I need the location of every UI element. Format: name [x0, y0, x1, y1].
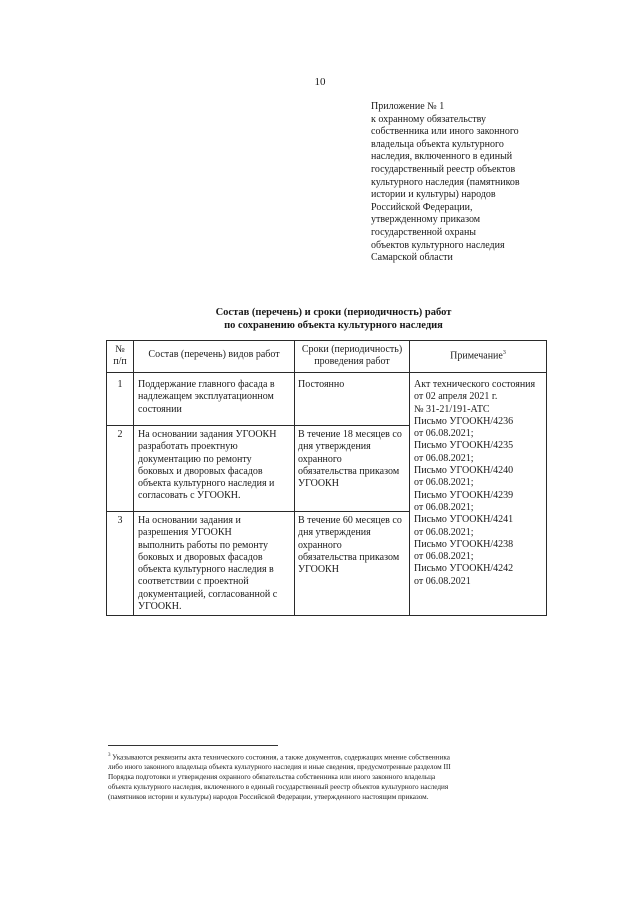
appendix-caption — [371, 101, 581, 265]
footnote-rule — [108, 745, 278, 746]
row-1-work: Поддержание главного фасада в надлежащем эксплуатационном состоянии — [138, 379, 275, 415]
appendix-line: объектов культурного наследия — [371, 239, 505, 251]
appendix-line: государственный реестр объектов — [371, 163, 516, 175]
header-work: Состав (перечень) видов работ — [148, 349, 280, 360]
appendix-line: культурного наследия (памятников — [371, 176, 520, 188]
row-divider — [107, 511, 409, 512]
document-title — [0, 306, 640, 332]
row-1-term: Постоянно — [298, 379, 345, 390]
appendix-line: государственной охраны — [371, 226, 477, 238]
row-2-work: На основании задания УГООКН разработать проектную документацию по ремонту боковых и дворовых фасадов объекта культурного наследия и согласовать с УГООКН. — [138, 429, 277, 502]
row-2-term: В течение 18 месяцев со дня утверждения охранного обязательства приказом УГООКН — [298, 429, 402, 490]
header-term: Сроки (периодичность) проведения работ — [301, 344, 403, 368]
appendix-line: наследия, включенного в единый — [371, 151, 513, 163]
row-divider — [107, 425, 409, 426]
row-2-number: 2 — [117, 429, 123, 440]
appendix-line: к охранному обязательству — [371, 113, 487, 125]
appendix-line: владельца объекта культурного — [371, 138, 504, 150]
row-3-number: 3 — [117, 515, 123, 526]
page-number: 10 — [314, 76, 326, 88]
title-line-2: по сохранению объекта культурного наследия — [224, 320, 443, 331]
appendix-line: утвержденному приказом — [371, 214, 481, 226]
title-line-1: Состав (перечень) и сроки (периодичность) работ — [215, 307, 452, 318]
row-3-work: На основании задания и разрешения УГООКН выполнить работы по ремонту боковых и дворовых фасадов объекта культурного наследия в соответствии с проектной документацией, согласованной с УГООКН. — [138, 515, 278, 613]
works-table — [106, 340, 547, 616]
footnote-line: (памятников истории и культуры) народов Российской Федерации, утвержденного настоящим приказом. — [108, 793, 429, 802]
appendix-line: Самарской области — [371, 252, 453, 264]
row-1-number: 1 — [117, 379, 123, 390]
footnote-line: Порядка подготовки и утверждения охранного обязательства собственника или иного законного владельца — [108, 773, 436, 782]
column-divider — [409, 341, 410, 615]
footnote-line: либо иного законного владельца объекта культурного наследия и иные сведения, предусмотренные разделом III — [108, 763, 451, 772]
column-divider — [294, 341, 295, 615]
appendix-line: собственника или иного законного — [371, 126, 519, 138]
appendix-line: Приложение № 1 — [371, 101, 445, 112]
appendix-line: Российской Федерации, — [371, 201, 473, 213]
header-number: № п/п — [113, 344, 127, 368]
header-note: Примечание$^3$ — [450, 350, 506, 362]
footnote-marker: 3 — [108, 753, 111, 758]
row-divider — [107, 372, 546, 373]
footnote-line: объекта культурного наследия, включенного в единый государственный реестр объектов культурного наследия — [108, 783, 449, 792]
notes-column: Акт технического состояния от 02 апреля 2021 г. № 31-21/191-АТС Письмо УГООКН/4236 от 06.08.2021; Письмо УГООКН/4235 от 06.08.2021; Письмо УГООКН/4240 от 06.08.2021; Письмо УГООКН/4239 от 06.08.2021; Письмо УГООКН/4241 от 06.08.2021; Письмо УГООКН/4238 от 06.08.2021; Письмо УГООКН/4242 от 06.08.2021 — [414, 379, 536, 587]
footnote — [108, 751, 553, 802]
row-3-term: В течение 60 месяцев со дня утверждения охранного обязательства приказом УГООКН — [298, 515, 402, 576]
appendix-line: истории и культуры) народов — [371, 189, 496, 201]
column-divider — [133, 341, 134, 615]
footnote-line: $^3$ Указываются реквизиты акта технического состояния, а также документов, содержащих мнение собственника — [108, 753, 450, 762]
